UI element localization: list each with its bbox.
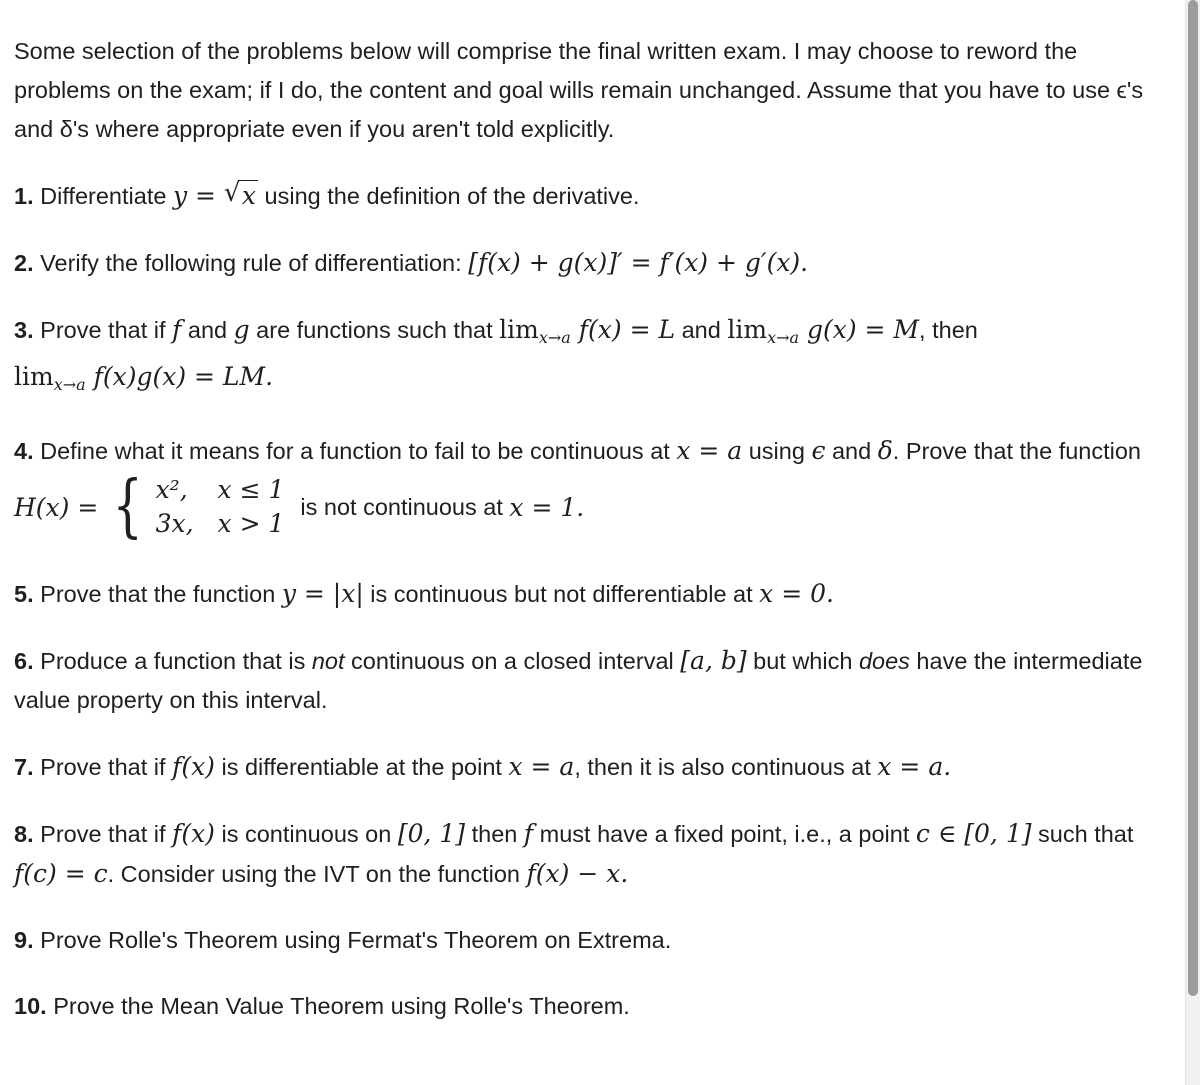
exam-problem-list [14, 32, 1174, 1053]
math-expression: f(c) = c [14, 859, 108, 888]
math-expression: y = [172, 181, 224, 210]
case-2-value: 3x, [155, 509, 194, 538]
scrollbar-thumb[interactable] [1188, 0, 1198, 996]
problem-number: 2. [14, 250, 34, 276]
problem-text: using the definition of the derivative. [258, 183, 640, 209]
problem-9 [14, 921, 1174, 960]
problem-text: and [181, 317, 234, 343]
math-expression: f(x) − x. [526, 859, 629, 888]
problem-text: are functions such that [249, 317, 500, 343]
problem-6 [14, 641, 1174, 720]
problem-text: Prove the Mean Value Theorem using Rolle's Theorem. [53, 993, 630, 1019]
problem-2 [14, 243, 1174, 283]
problem-text: is not continuous at [300, 493, 503, 520]
math-expression: x = a. [877, 752, 952, 781]
math-epsilon: ϵ [811, 436, 826, 465]
piecewise-definition [14, 467, 1174, 547]
math-expression: x = a [676, 436, 743, 465]
problem-number: 6. [14, 648, 34, 674]
problem-number: 1. [14, 183, 34, 209]
square-root [224, 176, 258, 216]
problem-text: , then it is also continuous at [574, 754, 878, 780]
problem-text: Prove that the function [40, 581, 282, 607]
case-1-value: x², [155, 475, 188, 504]
problem-text: , then [919, 317, 978, 343]
math-expression: g(x) = M [799, 315, 920, 344]
problem-text: Prove that if [40, 317, 173, 343]
math-expression: f(x)g(x) = LM. [85, 362, 274, 391]
math-expression: x = a [508, 752, 575, 781]
problem-number: 7. [14, 754, 34, 780]
math-interval: [0, 1] [397, 819, 466, 848]
math-expression: g [233, 315, 250, 344]
problem-4 [14, 431, 1174, 547]
problem-text: . Prove that the function [892, 438, 1142, 464]
problem-text: Produce a function that is [40, 648, 312, 674]
problem-number: 4. [14, 438, 34, 464]
problem-10 [14, 987, 1174, 1026]
problem-text: Define what it means for a function to fail to be continuous at [40, 438, 677, 464]
problem-text: such that [1031, 821, 1134, 847]
problem-number: 3. [14, 317, 34, 343]
math-radicand: x [241, 181, 257, 210]
problem-number: 10. [14, 993, 47, 1019]
math-expression: x = 1. [509, 492, 585, 522]
left-brace: { [112, 467, 144, 546]
problem-text: continuous on a closed interval [344, 648, 681, 674]
problem-4-line-1 [14, 431, 1174, 471]
piecewise-cases [156, 473, 285, 541]
problem-text: Differentiate [40, 183, 173, 209]
math-expression: y = |x| [281, 579, 364, 608]
math-delta: δ [877, 436, 893, 465]
problem-text: and [825, 438, 878, 464]
problem-number: 5. [14, 581, 34, 607]
problem-text: must have a fixed point, i.e., a point [533, 821, 916, 847]
math-expression: f(x) [172, 752, 215, 781]
problem-text: . Consider using the IVT on the function [107, 861, 527, 887]
problem-number: 8. [14, 821, 34, 847]
problem-7 [14, 747, 1174, 787]
math-subscript: x→a [767, 328, 800, 347]
problem-text: Prove Rolle's Theorem using Fermat's Theorem on Extrema. [40, 927, 672, 953]
math-expression: f(x) = L [570, 315, 676, 344]
problem-text: and [675, 317, 728, 343]
problem-text: but which [746, 648, 859, 674]
problem-text: using [742, 438, 812, 464]
problem-8 [14, 814, 1174, 894]
vertical-scrollbar[interactable] [1185, 0, 1200, 1085]
math-expression: x = 0. [759, 579, 834, 608]
problem-number: 9. [14, 927, 34, 953]
case-1-condition: x ≤ 1 [217, 475, 285, 504]
math-lim: lim [727, 315, 768, 344]
problem-text: Prove that if [40, 754, 173, 780]
math-expression: f [172, 315, 182, 344]
problem-text: is continuous but not differentiable at [363, 581, 760, 607]
math-expression: c ∈ [0, 1] [915, 819, 1032, 848]
math-interval: [a, b] [680, 646, 747, 675]
emphasis-text: does [858, 648, 910, 674]
emphasis-text: not [311, 648, 345, 674]
math-expression: f [523, 819, 534, 848]
problem-text: Verify the following rule of differentiation: [40, 250, 469, 276]
math-expression: f(x) [172, 819, 215, 848]
problem-5 [14, 574, 1174, 614]
math-lim: lim [499, 315, 539, 344]
math-subscript: x→a [538, 328, 571, 347]
math-expression: [f(x) + g(x)]′ = f′(x) + g′(x). [468, 248, 809, 277]
problem-text: is continuous on [214, 821, 398, 847]
math-lim: lim [14, 362, 54, 391]
math-subscript: x→a [53, 375, 86, 394]
problem-1 [14, 176, 1174, 216]
case-2-condition: x > 1 [217, 509, 285, 538]
problem-text: then [465, 821, 524, 847]
problem-text: Prove that if [40, 821, 173, 847]
problem-3 [14, 310, 1174, 404]
problem-text: have the intermediate value property on this interval. [14, 648, 1143, 713]
math-expression: H(x) = [14, 492, 99, 522]
problem-text: is differentiable at the point [214, 754, 509, 780]
intro-paragraph: Some selection of the problems below will comprise the final written exam. I may choose to reword the problems on the exam; if I do, the content and goal wills remain unchanged. Assume that you have to use ϵ's and δ's where appropriate even if you aren't told explicitly. [14, 38, 1144, 142]
